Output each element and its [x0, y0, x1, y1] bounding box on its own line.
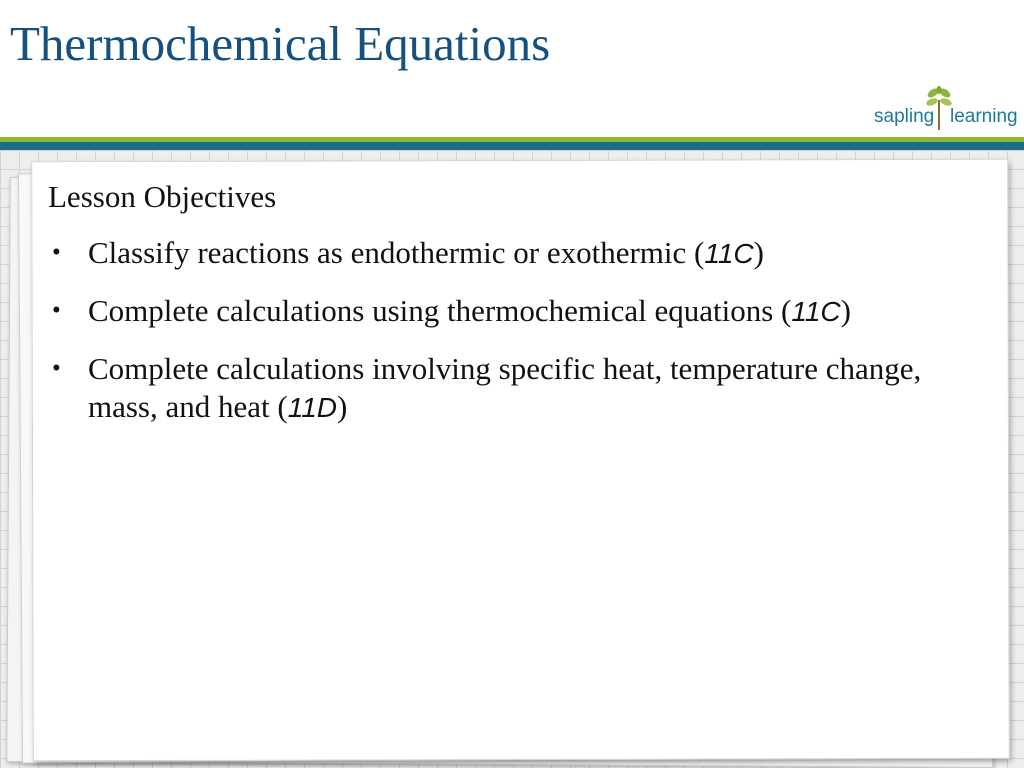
- objective-text: Complete calculations using thermochemical equations (: [88, 293, 792, 328]
- objective-item: [48, 292, 998, 331]
- slide-title: Thermochemical Equations: [10, 16, 551, 71]
- header-divider-blue: [0, 142, 1024, 150]
- lesson-objectives-heading: Lesson Objectives: [48, 179, 277, 214]
- bullet-icon: •: [52, 355, 61, 382]
- logo-text-sapling: sapling: [874, 106, 935, 127]
- objective-item: [48, 350, 998, 427]
- objective-close: ): [840, 293, 851, 328]
- lesson-content: [48, 178, 998, 446]
- objective-text: Complete calculations involving specific heat, temperature change, mass, and heat (: [88, 351, 922, 424]
- objective-close: ): [337, 389, 348, 424]
- teks-code: 11C: [791, 296, 841, 327]
- objectives-list: [48, 234, 998, 427]
- objective-text: Classify reactions as endothermic or exothermic (: [88, 235, 705, 270]
- sprout-icon: [925, 86, 953, 132]
- teks-code: 11D: [287, 392, 338, 423]
- bullet-icon: •: [52, 297, 61, 324]
- bullet-icon: •: [52, 239, 61, 266]
- logo-text-learning: learning: [950, 106, 1018, 127]
- objective-close: ): [753, 235, 764, 270]
- sapling-learning-logo: [873, 86, 1023, 134]
- objective-item: [48, 234, 998, 273]
- teks-code: 11C: [704, 238, 754, 269]
